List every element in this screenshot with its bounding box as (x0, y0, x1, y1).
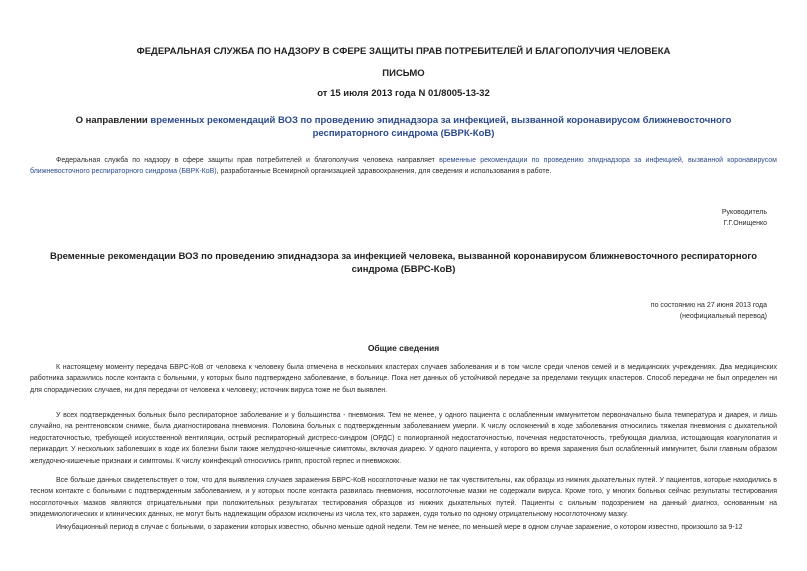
annex-title: Временные рекомендации ВОЗ по проведению эпиднадзора за инфекцией человека, вызванной коронавирусом ближневосточного респираторного синдрома (БВРС-КоВ) (49, 251, 758, 275)
paragraph-1: К настоящему моменту передача БВРС-КоВ от человека к человеку была отмечена в нескольких кластерах случаев заболевания и в том числе среди членов семей и в медицинских учреждениях. Два медицинских работника заразились после контакта с больными, у которых было подтверждено заболевание, в больнице. Пока нет данных об устойчивой передаче за пределами текущих кластеров. Способ передачи не был определен ни для спорадических случаев, ни для передачи от человека к человеку; источник вируса тоже не был выявлен. (30, 364, 777, 394)
signature-name: Г.Г.Онищенко (723, 220, 767, 227)
signature-role: Руководитель (721, 209, 767, 216)
title-link[interactable]: временных рекомендаций ВОЗ по проведению эпиднадзора за инфекцией, вызванной коронавирусом ближневосточного респираторного синдрома (БВРК-КоВ) (150, 115, 732, 139)
paragraph-4: Инкубационный период в случае с больными, о заражении которых известно, обычно меньше одной недели. Тем не менее, по меньшей мере в одном случае заражение, о котором известно, произошло за 9-12 (56, 524, 743, 531)
intro-paragraph (30, 155, 777, 178)
intro-text-before: Федеральная служба по надзору в сфере защиты прав потребителей и благополучия человека направляет (56, 157, 440, 164)
title-prefix: О направлении (75, 115, 151, 126)
annex-status-date: по состоянию на 27 июня 2013 года (650, 302, 767, 309)
date-number-heading: от 15 июля 2013 года N 01/8005-13-32 (317, 88, 490, 99)
paragraph-3: Все больше данных свидетельствует о том, что для выявления случаев заражения БВРС-КоВ носоглоточные мазки не так чувствительны, как образцы из нижних дыхательных путей. У пациентов, которые находились в тесном контакте с больными с подтвержденным заболеванием, и у которых после контакта развилась пневмония, носоглоточные мазки не содержали вируса. Кроме того, у многих больных сейчас результаты тестирования носоглоточных мазков являются отрицательными при положительных результатах тестирования образцов из нижних дыхательных путей. Пациенты с сильным подозрением на данный диагноз, основанным на эпидемиологических и клинических данных, не могут быть надлежащим образом исключены из числа тех, кто заражен, судя только по одному отрицательному носоглоточному мазку. (30, 477, 777, 519)
doc-type-heading: ПИСЬМО (382, 68, 425, 79)
document-title (55, 114, 752, 140)
intro-link[interactable]: временные рекомендации по проведению эпиднадзора за инфекцией, вызванной коронавирусом ближневосточного респираторного синдрома (БВРК-КоВ) (30, 157, 777, 176)
section-heading: Общие сведения (367, 343, 440, 353)
agency-heading: ФЕДЕРАЛЬНАЯ СЛУЖБА ПО НАДЗОРУ В СФЕРЕ ЗАЩИТЫ ПРАВ ПОТРЕБИТЕЛЕЙ И БЛАГОПОЛУЧИЯ ЧЕЛОВЕКА (136, 46, 671, 57)
paragraph-2: У всех подтвержденных больных было респираторное заболевание и у большинства - пневмония. Тем не менее, у одного пациента с ослабленным иммунитетом первоначально была температура и диарея, и лишь случайно, на рентгеновском снимке, была диагностирована пневмония. Половина больных с подтвержденным заболеванием умерли. К числу осложнений в ходе заболевания относились тяжелая пневмония с дыхательной недостаточностью, требующей искусственной вентиляции, острый респираторный дистресс-синдром (ОРДС) с полиорганной недостаточностью, почечная недостаточность, требующая диализа, истощающая коагулопатия и перикардит. У нескольких заболевших в ходе их болезни были также желудочно-кишечные симптомы, включая диарею. У одного пациента, у которого во время заражения был ослабленный иммунитет, были главным образом желудочно-кишечные признаки и симптомы. К числу коинфекций относились грипп, простой герпес и пневмококк. (30, 412, 777, 465)
intro-text-after: , разработанные Всемирной организацией здравоохранения, для сведения и использования в работе. (216, 168, 552, 176)
annex-translation-note: (неофициальный перевод) (679, 313, 767, 320)
